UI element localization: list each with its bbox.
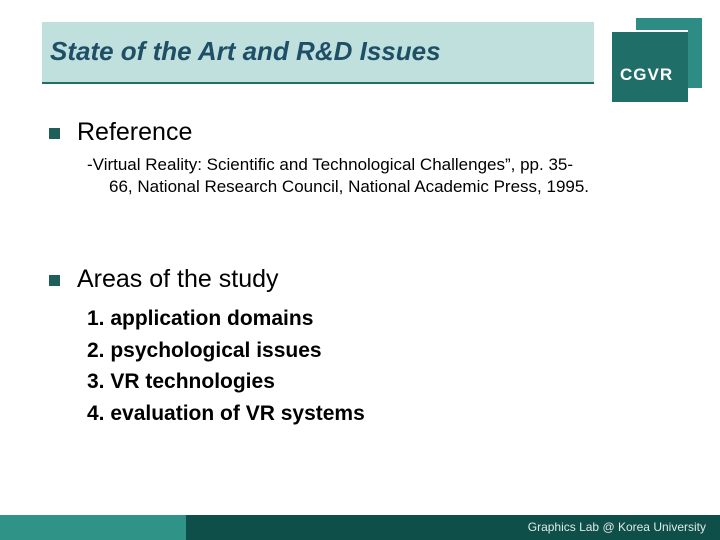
reference-line-2: 66, National Research Council, National Academic Press, 1995. [109, 177, 590, 196]
list-item: 3. VR technologies [87, 370, 275, 393]
areas-heading: Areas of the study [77, 265, 279, 293]
logo-text: CGVR [620, 65, 674, 84]
footer-text: Graphics Lab @ Korea University [527, 520, 706, 534]
reference-text [87, 154, 687, 198]
title-underline [42, 82, 594, 84]
footer-bar-accent [0, 515, 186, 540]
list-item: 4. evaluation of VR systems [87, 401, 365, 425]
reference-line-1: -Virtual Reality: Scientific and Technological Challenges”, pp. 35- [87, 155, 574, 174]
slide-title: State of the Art and R&D Issues [50, 36, 441, 66]
reference-heading: Reference [77, 118, 193, 146]
list-item: 1. application domains [87, 307, 314, 330]
list-item: 2. psychological issues [87, 338, 322, 362]
areas-list [87, 303, 365, 429]
square-bullet-icon [49, 128, 60, 139]
square-bullet-icon [49, 275, 60, 286]
